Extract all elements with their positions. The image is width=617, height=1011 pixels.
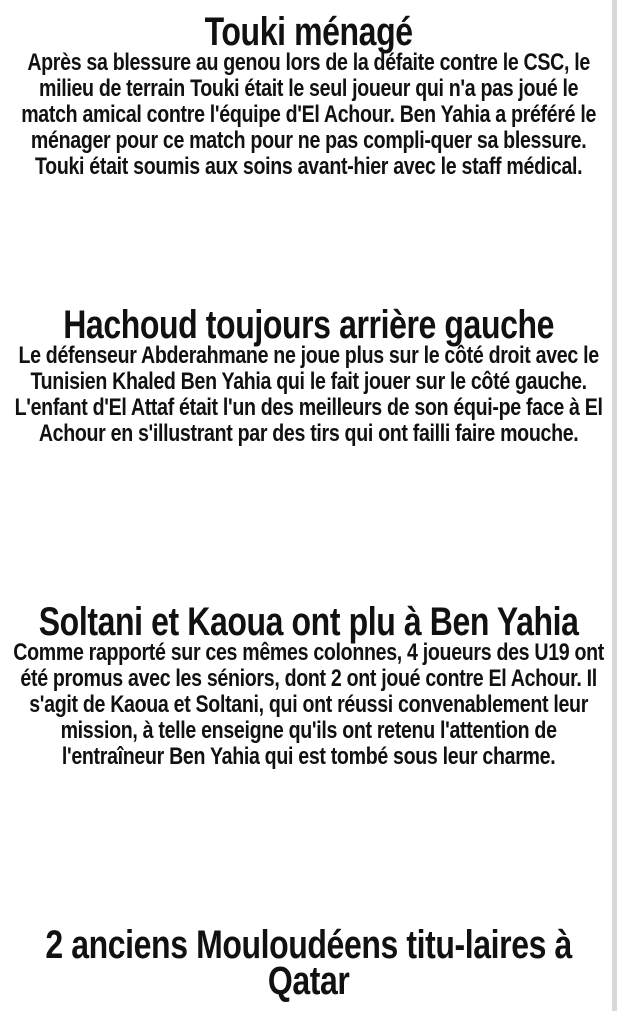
article-anciens-mouloudeens xyxy=(12,923,605,1003)
article-headline: Hachoud toujours arrière gauche xyxy=(63,303,554,347)
article-hachoud xyxy=(12,303,605,447)
article-touki xyxy=(12,10,605,180)
article-headline: Touki ménagé xyxy=(204,10,413,54)
page-edge-divider xyxy=(612,0,617,1011)
article-body: Comme rapporté sur ces mêmes colonnes, 4 joueurs des U19 ont été promus avec les séniors, dont 2 ont joué contre El Achour. Il s'agit de Kaoua et Soltani, qui ont réussi convenablement leur mission, à telle enseigne qu'ils ont retenu l'attention de l'entraîneur Ben Yahia qui est tombé sous leur charme. xyxy=(13,639,604,770)
article-body: Le défenseur Abderahmane ne joue plus sur le côté droit avec le Tunisien Khaled Ben Yahia qui le fait jouer sur le côté gauche. L'enfant d'El Attaf était l'un des meilleurs de son équi-pe face à El Achour en s'illustrant par des tirs qui ont failli faire mouche. xyxy=(14,342,603,447)
article-body: Après sa blessure au genou lors de la défaite contre le CSC, le milieu de terrain Touki était le seul joueur qui n'a pas joué le match amical contre l'équipe d'El Achour. Ben Yahia a préféré le ménager pour ce match pour ne pas compli-quer sa blessure. Touki était soumis aux soins avant-hier avec le staff médical. xyxy=(21,49,596,180)
article-headline: Soltani et Kaoua ont plu à Ben Yahia xyxy=(38,600,579,644)
article-soltani-kaoua xyxy=(12,600,605,770)
article-headline: 2 anciens Mouloudéens titu-laires à Qatar xyxy=(45,923,572,1003)
